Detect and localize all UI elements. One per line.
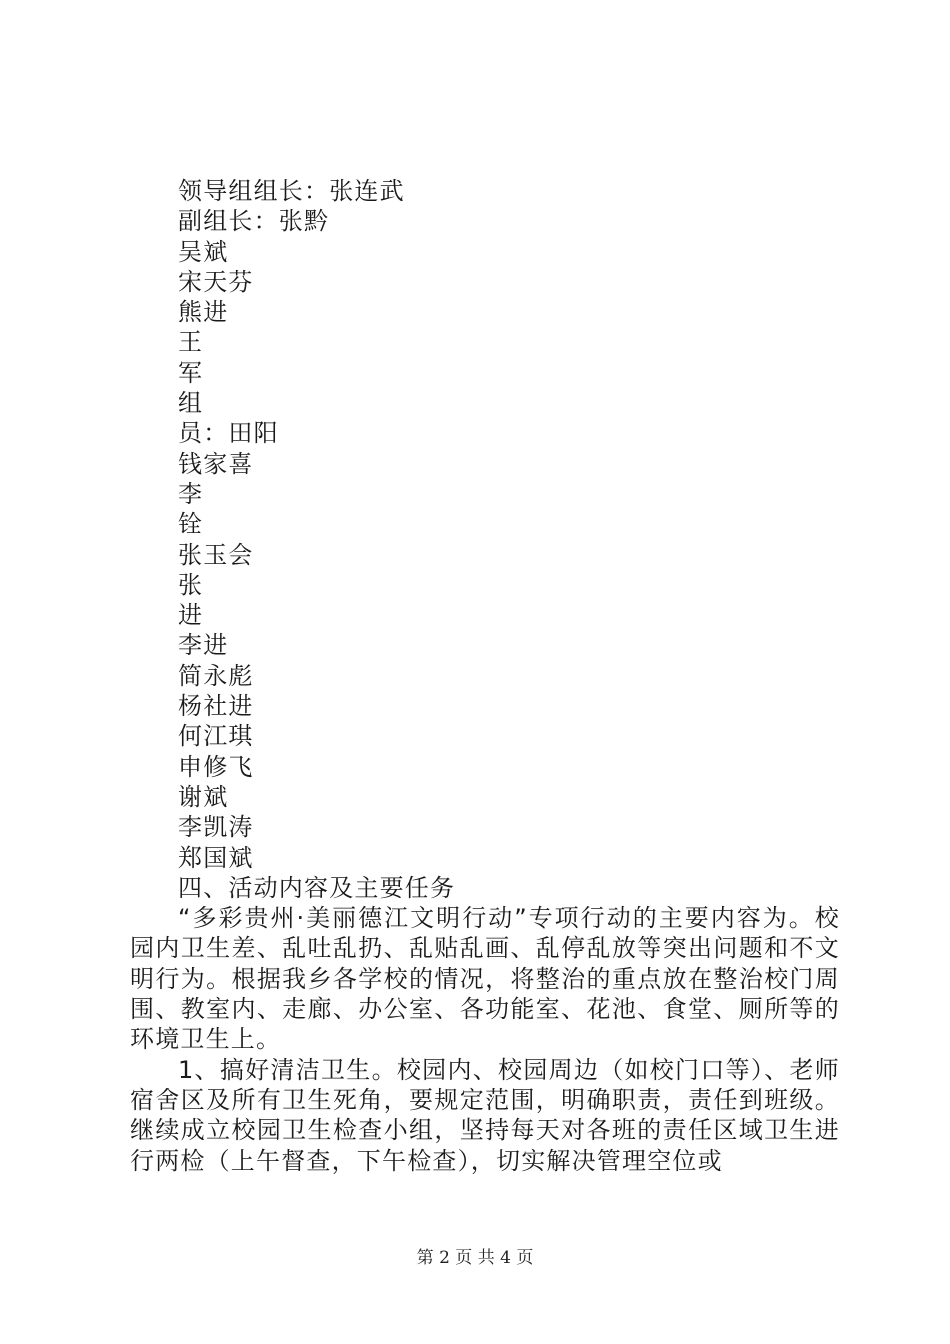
list-line: 简永彪 (178, 661, 254, 690)
list-line: 吴斌 (178, 237, 229, 266)
list-line: 杨社进 (178, 692, 254, 721)
list-line: 何江琪 (178, 722, 254, 751)
list-line: 王 (178, 328, 204, 357)
list-line: 员：田阳 (178, 419, 279, 448)
list-line: 谢斌 (178, 782, 229, 811)
paragraph: “多彩贵州·美丽德江文明行动”专项行动的主要内容为。校园内卫生差、乱吐乱扔、乱贴乱画、乱停乱放等突出问题和不文明行为。根据我乡各学校的情况，将整治的重点放在整治校门周围、教室内、走廊、办公室、各功能室、花池、食堂、厕所等的环境卫生上。 (130, 904, 840, 1054)
list-line: 铨 (178, 510, 204, 539)
list-line: 熊进 (178, 298, 229, 327)
list-line: 张玉会 (178, 540, 254, 569)
list-line: 领导组组长：张连武 (178, 177, 405, 205)
document-body (130, 176, 840, 1176)
page-footer: 第 2 页 共 4 页 (416, 1248, 534, 1268)
list-line: 进 (178, 601, 204, 630)
list-line: 钱家喜 (178, 449, 254, 478)
list-line: 郑国斌 (178, 843, 254, 872)
list-line: 李 (178, 479, 204, 508)
list-line: 组 (178, 389, 204, 418)
paragraph: 1、搞好清洁卫生。校园内、校园周边（如校门口等）、老师宿舍区及所有卫生死角，要规定范围，明确职责，责任到班级。继续成立校园卫生检查小组，坚持每天对各班的责任区域卫生进行两检（上午督查，下午检查），切实解决管理空位或 (130, 1055, 840, 1175)
list-line: 申修飞 (178, 752, 254, 781)
list-line: 李进 (178, 631, 229, 660)
section-heading: 四、活动内容及主要任务 (178, 873, 456, 902)
list-line: 宋天芬 (178, 267, 254, 296)
list-line: 军 (178, 358, 204, 387)
list-line: 副组长：张黔 (178, 207, 330, 236)
list-line: 张 (178, 570, 204, 599)
list-line: 李凯涛 (178, 813, 254, 842)
